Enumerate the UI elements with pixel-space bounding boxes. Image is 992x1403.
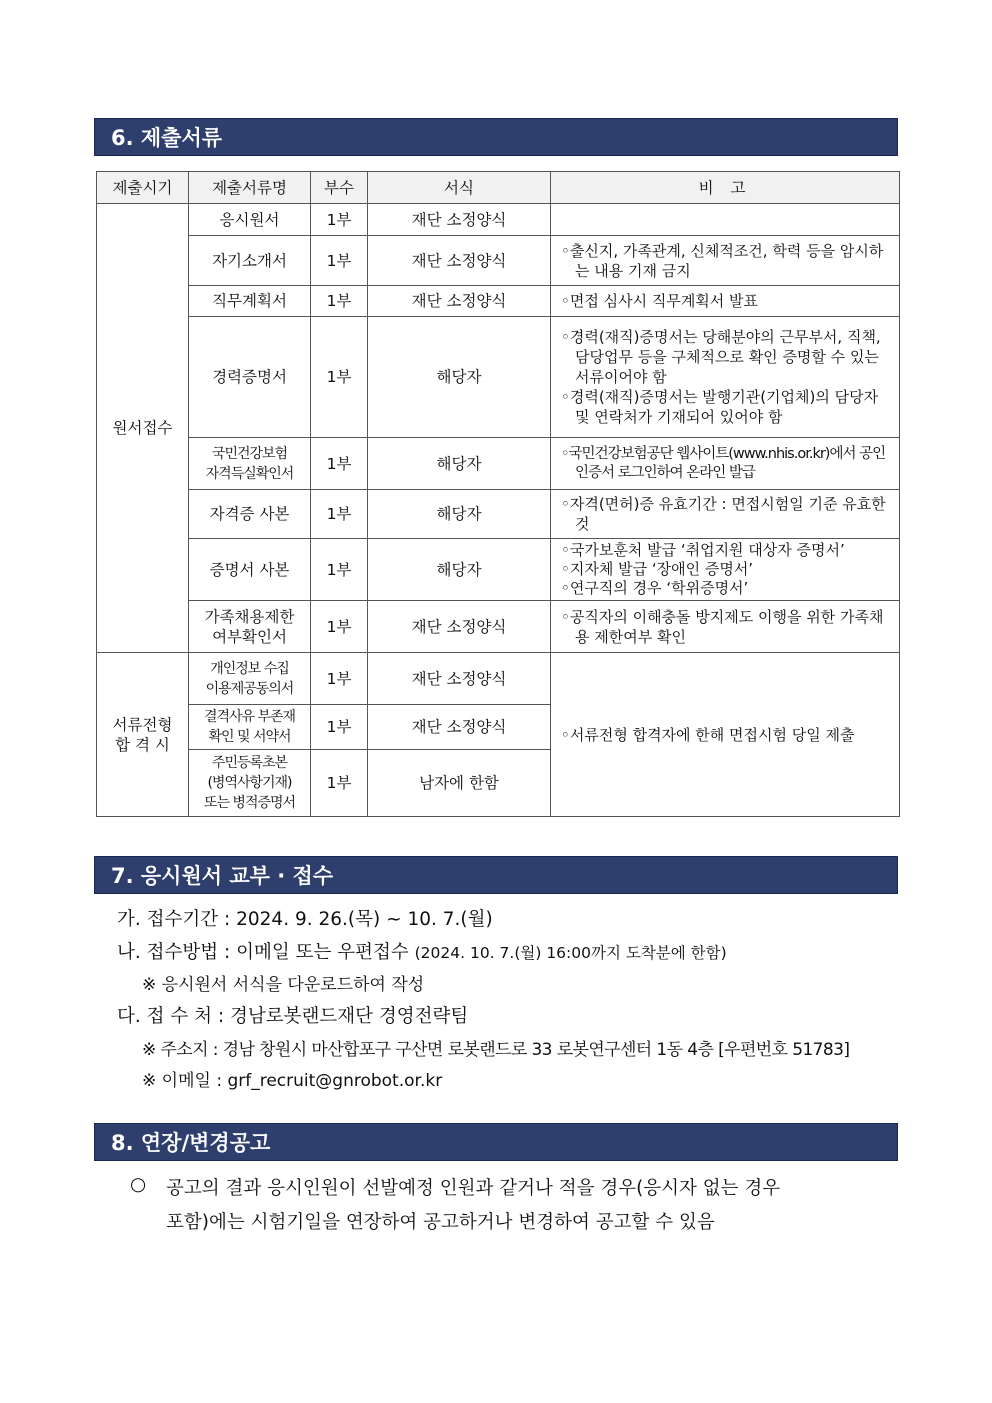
doc-name: 가족채용제한 여부확인서: [189, 601, 311, 653]
table-row: [97, 601, 900, 653]
doc-form: 재단 소정양식: [368, 705, 551, 750]
table-row: [97, 317, 900, 438]
table-header-row: [97, 172, 900, 204]
bullet-circle: ○: [130, 1174, 147, 1195]
table-row: [97, 236, 900, 286]
doc-name: 경력증명서: [189, 317, 311, 438]
doc-note: ◦출신지, 가족관계, 신체적조건, 학력 등을 암시하는 내용 기재 금지: [551, 236, 900, 286]
doc-form: 해당자: [368, 317, 551, 438]
header-cell: 서식: [368, 172, 551, 204]
doc-note: ◦공직자의 이해충돌 방지제도 이행을 위한 가족채용 제한여부 확인: [551, 601, 900, 653]
doc-form: 재단 소정양식: [368, 236, 551, 286]
doc-count: 1부: [311, 204, 368, 236]
doc-form: 재단 소정양식: [368, 204, 551, 236]
notice-line-2: 포함)에는 시험기일을 연장하여 공고하거나 변경하여 공고할 수 있음: [166, 1212, 715, 1233]
doc-note: ◦국민건강보험공단 웹사이트(www.nhis.or.kr)에서 공인인증서 로그인하여 온라인 발급: [551, 438, 900, 490]
section-8-title: 8. 연장/변경공고: [94, 1123, 898, 1161]
method-subnote: ※ 응시원서 서식을 다운로드하여 작성: [142, 975, 425, 995]
header-cell: 제출서류명: [189, 172, 311, 204]
doc-count: 1부: [311, 750, 368, 817]
table-row: [97, 286, 900, 317]
section-7-title: 7. 응시원서 교부 · 접수: [94, 856, 898, 894]
doc-note: ◦국가보훈처 발급 ‘취업지원 대상자 증명서’ ◦지자체 발급 ‘장애인 증명서’ ◦연구직의 경우 ‘학위증명서’: [551, 539, 900, 601]
doc-count: 1부: [311, 490, 368, 539]
doc-count: 1부: [311, 317, 368, 438]
application-method: 나. 접수방법 : 이메일 또는 우편접수 (2024. 10. 7.(월) 16:00까지 도착분에 한함): [117, 942, 727, 963]
doc-count: 1부: [311, 539, 368, 601]
doc-count: 1부: [311, 438, 368, 490]
documents-table: [96, 171, 900, 817]
header-cell: 비 고: [551, 172, 900, 204]
application-period: 가. 접수기간 : 2024. 9. 26.(목) ~ 10. 7.(월): [117, 909, 493, 930]
section-6-title: 6. 제출서류: [94, 118, 898, 156]
doc-count: 1부: [311, 286, 368, 317]
table-row: [97, 653, 900, 705]
header-cell: 제출시기: [97, 172, 189, 204]
table-row: [97, 204, 900, 236]
doc-count: 1부: [311, 653, 368, 705]
doc-form: 재단 소정양식: [368, 601, 551, 653]
doc-name: 자격증 사본: [189, 490, 311, 539]
doc-name: 응시원서: [189, 204, 311, 236]
doc-note: ◦자격(면허)증 유효기간 : 면접시험일 기준 유효한 것: [551, 490, 900, 539]
doc-note: ◦면접 심사시 직무계획서 발표: [551, 286, 900, 317]
doc-note: [551, 204, 900, 236]
doc-count: 1부: [311, 601, 368, 653]
doc-name: 결격사유 부존재 확인 및 서약서: [189, 705, 311, 750]
doc-form: 해당자: [368, 438, 551, 490]
doc-form: 남자에 한함: [368, 750, 551, 817]
table-row: [97, 490, 900, 539]
table-row: [97, 539, 900, 601]
doc-form: 해당자: [368, 490, 551, 539]
header-cell: 부수: [311, 172, 368, 204]
address: ※ 주소지 : 경남 창원시 마산합포구 구산면 로봇랜드로 33 로봇연구센터 1동 4층 [우편번호 51783]: [142, 1040, 850, 1060]
doc-form: 해당자: [368, 539, 551, 601]
notice-line-1: 공고의 결과 응시인원이 선발예정 인원과 같거나 적을 경우(응시자 없는 경우: [166, 1178, 781, 1199]
table-row: [97, 438, 900, 490]
doc-name: 증명서 사본: [189, 539, 311, 601]
group-cell-document-pass: 서류전형 합 격 시: [97, 653, 189, 817]
application-place: 다. 접 수 처 : 경남로봇랜드재단 경영전략팀: [117, 1006, 469, 1027]
email: ※ 이메일 : grf_recruit@gnrobot.or.kr: [142, 1071, 443, 1091]
doc-count: 1부: [311, 705, 368, 750]
doc-count: 1부: [311, 236, 368, 286]
doc-form: 재단 소정양식: [368, 286, 551, 317]
doc-name: 직무계획서: [189, 286, 311, 317]
doc-name: 개인정보 수집 이용제공동의서: [189, 653, 311, 705]
doc-name: 자기소개서: [189, 236, 311, 286]
doc-note: ◦경력(재직)증명서는 당해분야의 근무부서, 직책, 담당업무 등을 구체적으로 확인 증명할 수 있는 서류이어야 함 ◦경력(재직)증명서는 발행기관(기업체)의 담당자 및 연락처가 기재되어 있어야 함: [551, 317, 900, 438]
group-2-note: ◦서류전형 합격자에 한해 면접시험 당일 제출: [551, 653, 900, 817]
group-cell-application: 원서접수: [97, 204, 189, 653]
doc-form: 재단 소정양식: [368, 653, 551, 705]
doc-name: 주민등록초본 (병역사항기재) 또는 병적증명서: [189, 750, 311, 817]
doc-name: 국민건강보험 자격득실확인서: [189, 438, 311, 490]
